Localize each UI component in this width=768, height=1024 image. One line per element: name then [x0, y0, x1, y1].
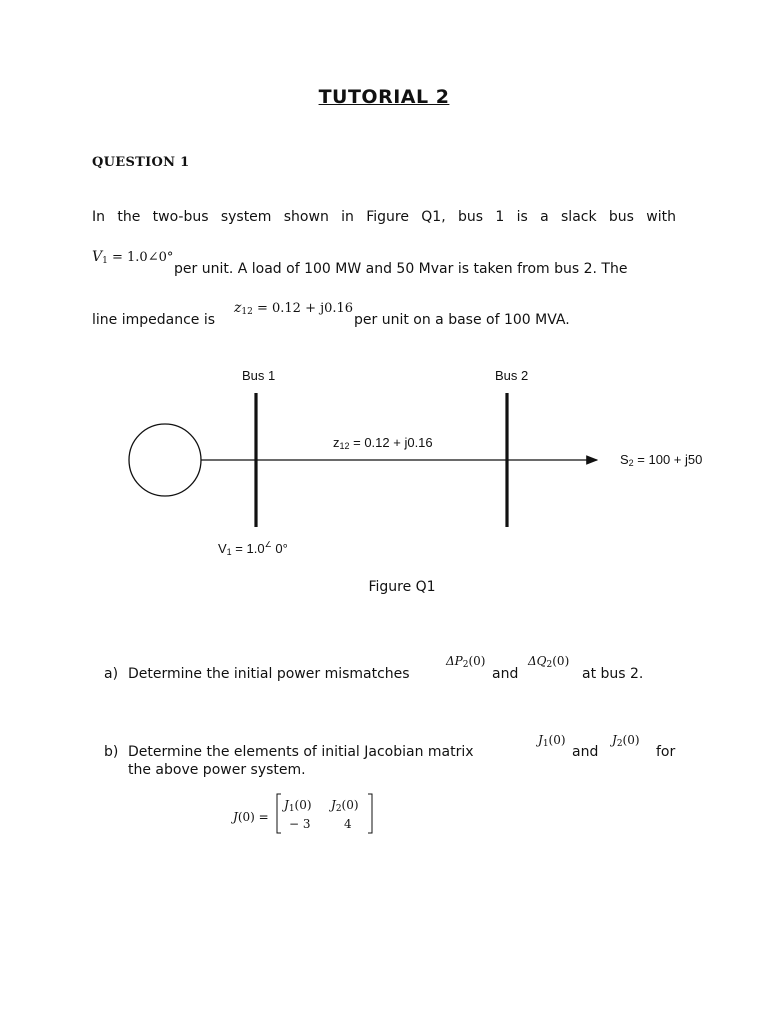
item-b-and: and	[572, 744, 599, 760]
paragraph-line-1: In the two-bus system shown in Figure Q1, bus 1 is a slack bus with	[92, 209, 676, 225]
v1-value: = 1.0∠0°	[107, 250, 174, 265]
z12-variable: z	[234, 300, 242, 316]
delta-p-symbol: ΔP	[446, 654, 463, 668]
bus-1-label: Bus 1	[242, 368, 276, 383]
matrix-lhs-symbol: J	[233, 810, 238, 824]
question-heading: QUESTION 1	[92, 155, 190, 170]
v1-label-sub: 1	[226, 547, 232, 557]
z-label-post: = 0.12 + j0.16	[349, 435, 433, 450]
page-title: TUTORIAL 2	[318, 86, 450, 108]
paragraph-line-3a: line impedance is	[92, 312, 216, 328]
item-b-line-2: the above power system.	[128, 762, 306, 778]
matrix-lhs-arg: (0) =	[237, 810, 269, 824]
j2-arg: (0)	[622, 733, 640, 747]
left-bracket	[277, 794, 281, 833]
item-a-and: and	[492, 666, 519, 682]
angle-icon: ∠	[264, 540, 272, 549]
s2-label-post: = 100 + j50	[633, 452, 703, 467]
r1c1-arg: (0)	[294, 798, 312, 812]
delta-q-arg: (0)	[552, 654, 570, 668]
v1-label-post: 0°	[271, 541, 288, 556]
item-a-marker: a)	[104, 666, 119, 682]
item-b-marker: b)	[104, 744, 119, 760]
figure-caption: Figure Q1	[368, 579, 436, 595]
delta-p-sub: 2	[462, 660, 469, 670]
j1-arg: (0)	[548, 733, 566, 747]
item-a-suffix: at bus 2.	[582, 666, 644, 682]
item-a-text: Determine the initial power mismatches	[128, 666, 410, 682]
matrix-r2c2: 4	[344, 817, 352, 831]
v1-label-pre: V	[218, 541, 227, 556]
r1c2-symbol: J	[331, 798, 336, 812]
r1c1-symbol: J	[284, 798, 289, 812]
j2-symbol: J	[612, 733, 617, 747]
s2-label-pre: S	[620, 452, 629, 467]
matrix-r1c2	[331, 794, 359, 814]
right-bracket	[368, 794, 372, 833]
r1c2-sub: 2	[335, 804, 342, 814]
z12-value: = 0.12 + j0.16	[252, 301, 354, 316]
delta-q-symbol: ΔQ	[528, 654, 547, 668]
j1-sub: 1	[542, 739, 549, 749]
matrix-r1c1	[284, 794, 312, 814]
v1-variable: V	[92, 249, 103, 265]
r1c2-arg: (0)	[341, 798, 359, 812]
bus-2-label: Bus 2	[495, 368, 529, 383]
s2-label-sub: 2	[628, 458, 634, 468]
v1-label-mid: = 1.0	[231, 541, 265, 556]
item-b-for: for	[656, 744, 676, 760]
delta-q-sub: 2	[546, 660, 553, 670]
j1-symbol: J	[538, 733, 543, 747]
paragraph-line-3b: per unit on a base of 100 MVA.	[354, 312, 570, 328]
z12-subscript: 12	[241, 307, 253, 317]
matrix-r2c1: − 3	[289, 817, 311, 831]
z-label-sub: 12	[339, 441, 350, 451]
z-label-pre: z	[333, 435, 340, 450]
j2-sub: 2	[616, 739, 623, 749]
item-b-text: Determine the elements of initial Jacobian matrix	[128, 744, 474, 760]
v1-subscript: 1	[102, 256, 108, 266]
delta-p-arg: (0)	[468, 654, 486, 668]
paragraph-line-2: per unit. A load of 100 MW and 50 Mvar is taken from bus 2. The	[174, 261, 628, 277]
r1c1-sub: 1	[288, 804, 295, 814]
